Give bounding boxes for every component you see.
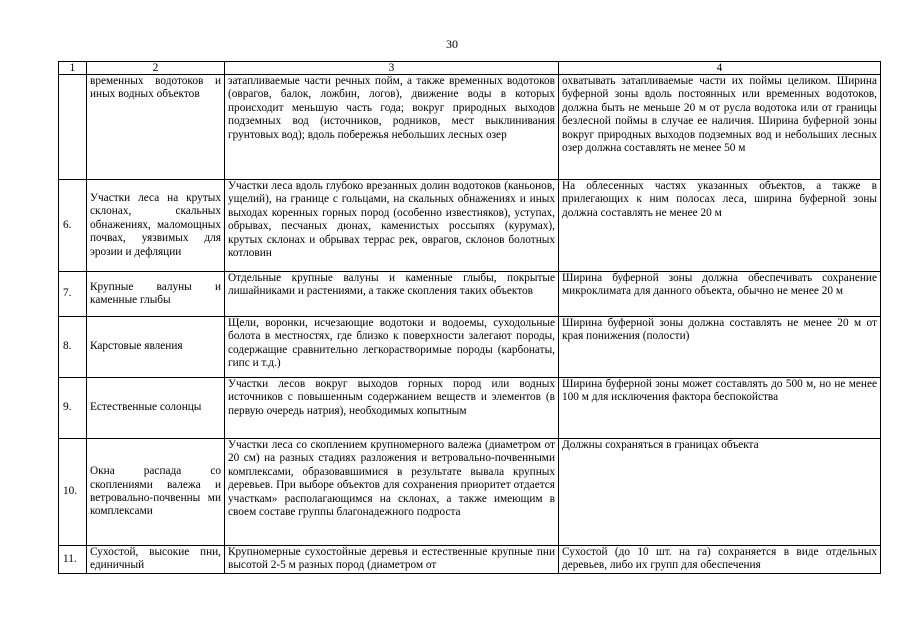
object-description: Щели, воронки, исчезающие водотоки и водоемы, суходольные болота в местностях, где близко к поверхности залегают породы, содержащие сравнительно легкорастворимые породы (карбонаты, гипс и т.д.) — [225, 317, 559, 378]
object-name: Окна распада со скоплениями валежа и ветровально-почвенны ми комплексами — [87, 439, 225, 546]
row-number: 8. — [59, 317, 87, 378]
buffer-zone-norm: Должны сохраняться в границах объекта — [559, 439, 881, 546]
buffer-zone-norm: Ширина буферной зоны может составлять до 500 м, но не менее 100 м для исключения фактора беспокойства — [559, 378, 881, 439]
buffer-zone-norm: На облесенных частях указанных объектов, а также в прилегающих к ним полосах леса, ширина буферной зоны должна составлять не менее 20 м — [559, 180, 881, 272]
buffer-zone-norm: Ширина буферной зоны должна обеспечивать сохранение микроклимата для данного объекта, обычно не менее 20 м — [559, 272, 881, 317]
column-header-1: 1 — [59, 62, 87, 75]
table-row — [59, 378, 881, 439]
column-header-2: 2 — [87, 62, 225, 75]
table-row — [59, 75, 881, 180]
object-description: Отдельные крупные валуны и каменные глыбы, покрытые лишайниками и растениями, а также скопления таких объектов — [225, 272, 559, 317]
table-row — [59, 439, 881, 546]
row-number: 9. — [59, 378, 87, 439]
column-header-4: 4 — [559, 62, 881, 75]
object-name: Карстовые явления — [87, 317, 225, 378]
table-row — [59, 180, 881, 272]
document-table — [58, 61, 881, 574]
table-row — [59, 272, 881, 317]
column-header-3: 3 — [225, 62, 559, 75]
buffer-zone-norm: Сухостой (до 10 шт. на га) сохраняется в виде отдельных деревьев, либо их групп для обеспечения — [559, 546, 881, 574]
buffer-zone-norm: Ширина буферной зоны должна составлять не менее 20 м от края понижения (полости) — [559, 317, 881, 378]
object-name: Участки леса на крутых склонах, скальных обнажениях, маломощных почвах, уязвимых для эрозии и дефляции — [87, 180, 225, 272]
row-number: 7. — [59, 272, 87, 317]
row-number: 6. — [59, 180, 87, 272]
object-name: временных водотоков и иных водных объектов — [87, 75, 225, 180]
object-name: Естественные солонцы — [87, 378, 225, 439]
row-number — [59, 75, 87, 180]
object-description: Участки леса со скоплением крупномерного валежа (диаметром от 20 см) на разных стадиях разложения и ветровально-почвенными комплексами, образовавшимися в результате вывала крупных деревьев. При выборе объектов для сохранения приоритет отдается участкам» располагающимся на склонах, а также имеющим в своем составе группы благонадежного подроста — [225, 439, 559, 546]
page-number: 30 — [446, 37, 458, 51]
row-number: 10. — [59, 439, 87, 546]
buffer-zone-norm: охватывать затапливаемые части их поймы целиком. Ширина буферной зоны вдоль постоянных или временных водотоков, должна быть не меньше 20 м от русла водотока или от границы безлесной поймы в случае ее наличия. Ширина буферной зоны вокруг природных выходов подземных вод и небольших лесных озер должна составлять не менее 50 м — [559, 75, 881, 180]
table-row — [59, 546, 881, 574]
object-name: Крупные валуны и каменные глыбы — [87, 272, 225, 317]
table-header-row — [59, 62, 881, 75]
object-description: Участки лесов вокруг выходов горных пород или водных источников с повышенным содержанием веществ и элементов (в первую очередь натрия), необходимых копытным — [225, 378, 559, 439]
object-description: Крупномерные сухостойные деревья и естественные крупные пни высотой 2-5 м разных пород (диаметром от — [225, 546, 559, 574]
table-row — [59, 317, 881, 378]
object-description: Участки леса вдоль глубоко врезанных долин водотоков (каньонов, ущелий), на границе с гольцами, на скальных обнажениях и иных выходах коренных горных пород (особенно известняков), уступах, обрывах, песчаных дюнах, каменистых россыпях (курумах), крутых склонах и обрывах террас рек, оврагов, склонов болотных котловин — [225, 180, 559, 272]
object-name: Сухостой, высокие пни, единичный — [87, 546, 225, 574]
row-number: 11. — [59, 546, 87, 574]
object-description: затапливаемые части речных пойм, а также временных водотоков (оврагов, балок, ложбин, логов), движение воды в которых происходит меньшую часть года; вокруг природных выходов подземных вод (источников, родников, мест выклинивания грунтовых вод); вдоль побережья небольших лесных озер — [225, 75, 559, 180]
